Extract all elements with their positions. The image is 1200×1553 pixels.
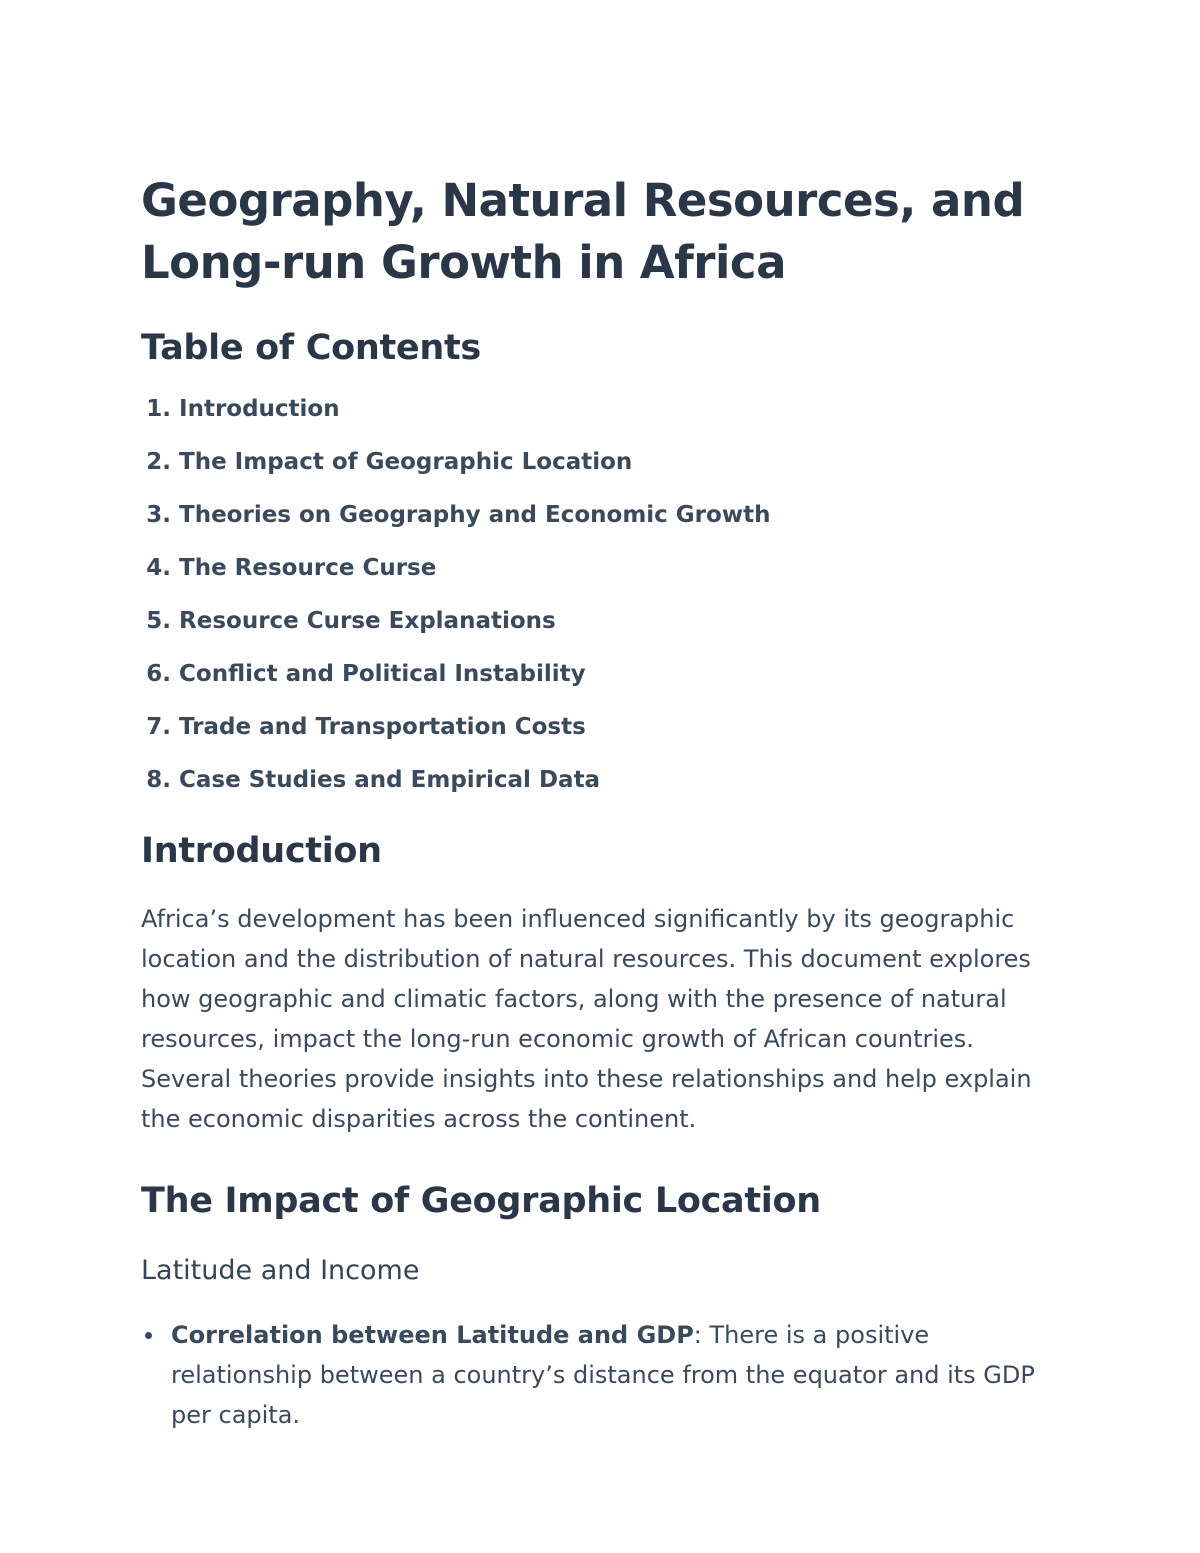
toc-item-introduction[interactable] <box>141 394 1061 424</box>
toc-item-label: The Impact of Geographic Location <box>179 449 633 475</box>
document-page <box>141 170 1061 1435</box>
toc-item-number: 1. <box>146 396 171 422</box>
toc-item-label: Theories on Geography and Economic Growth <box>179 502 771 528</box>
toc-item-number: 6. <box>146 661 171 687</box>
toc-item-label: Case Studies and Empirical Data <box>179 767 601 793</box>
bullet-list <box>141 1315 1061 1435</box>
title-line-2: Long-run Growth in Africa <box>141 236 786 289</box>
document-title <box>141 170 1061 294</box>
toc-item-theories[interactable] <box>141 500 1061 530</box>
bullet-text: : There is a positive relationship between a country’s distance from the equator and its GDP per capita. <box>171 1321 1035 1429</box>
toc-item-label: Trade and Transportation Costs <box>179 714 586 740</box>
bullet-term: Correlation between Latitude and GDP <box>171 1321 694 1349</box>
toc-item-conflict[interactable] <box>141 659 1061 689</box>
toc-item-label: The Resource Curse <box>179 555 437 581</box>
toc-item-number: 8. <box>146 767 171 793</box>
latitude-income-subheading: Latitude and Income <box>141 1255 420 1286</box>
toc-item-number: 7. <box>146 714 171 740</box>
geographic-location-heading: The Impact of Geographic Location <box>141 1181 821 1221</box>
toc-item-trade[interactable] <box>141 712 1061 742</box>
bullet-dot-icon <box>145 1332 152 1339</box>
toc-item-number: 3. <box>146 502 171 528</box>
toc-item-resource-curse[interactable] <box>141 553 1061 583</box>
table-of-contents <box>141 394 1061 795</box>
toc-heading: Table of Contents <box>141 328 481 368</box>
list-item <box>141 1315 1061 1435</box>
title-line-1: Geography, Natural Resources, and <box>141 174 1025 227</box>
toc-item-geographic-location[interactable] <box>141 447 1061 477</box>
introduction-heading: Introduction <box>141 831 382 871</box>
toc-item-number: 2. <box>146 449 171 475</box>
toc-item-label: Conflict and Political Instability <box>179 661 586 687</box>
toc-item-label: Introduction <box>179 396 340 422</box>
toc-item-resource-curse-explanations[interactable] <box>141 606 1061 636</box>
toc-item-number: 4. <box>146 555 171 581</box>
toc-item-number: 5. <box>146 608 171 634</box>
toc-item-label: Resource Curse Explanations <box>179 608 556 634</box>
introduction-paragraph: Africa’s development has been influenced significantly by its geographic location and the distribution of natural resources. This document explores how geographic and climatic factors, along with the presence of natural resources, impact the long-run economic growth of African countries. Several theories provide insights into these relationships and help explain the economic disparities across the continent. <box>141 905 1032 1133</box>
toc-item-case-studies[interactable] <box>141 765 1061 795</box>
